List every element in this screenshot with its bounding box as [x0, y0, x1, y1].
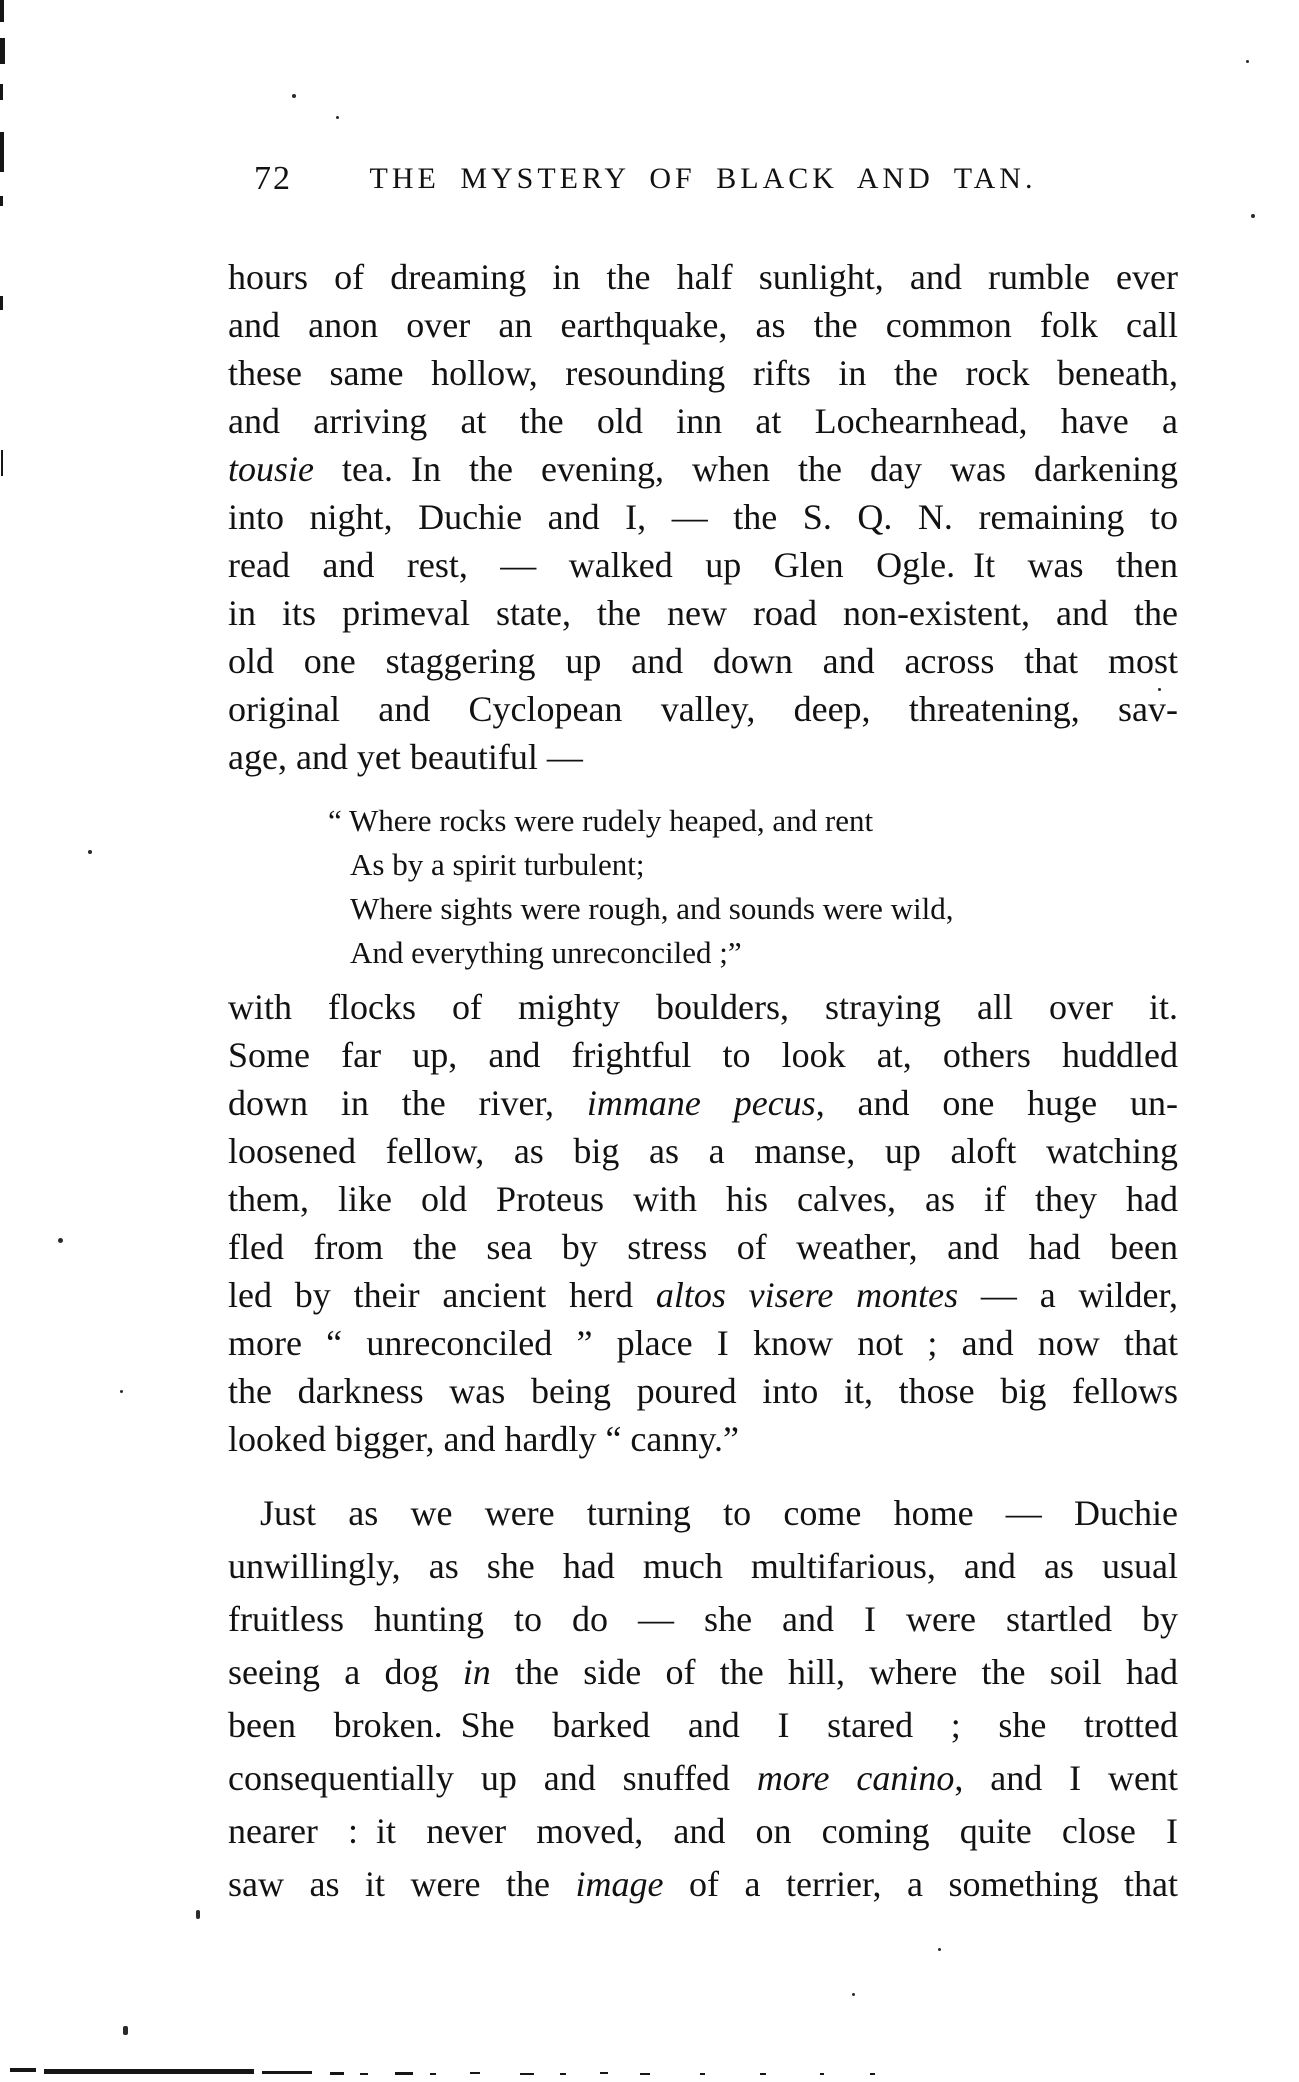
text-line: [350, 931, 1178, 975]
verse-quotation: [328, 799, 1178, 975]
text-segment: hours of dreaming in the half sunlight, and rumble ever: [228, 257, 1178, 297]
text-segment: , and one huge un-: [815, 1083, 1178, 1123]
text-segment: and arriving at the old inn at Lochearnhead, have a: [228, 401, 1178, 441]
italic-text: more canino: [756, 1758, 955, 1798]
text-segment: loosened fellow, as big as a manse, up aloft watching: [228, 1131, 1178, 1171]
text-segment: age, and yet beautiful —: [228, 737, 583, 777]
text-segment: the darkness was being poured into it, those big fellows: [228, 1371, 1178, 1411]
text-segment: more “ unreconciled ” place I know not ; and now that: [228, 1323, 1178, 1363]
text-segment: saw as it were the: [228, 1864, 576, 1904]
text-segment: tea. In the evening, when the day was darkening: [314, 449, 1178, 489]
paragraph-resumed: [228, 983, 1178, 1463]
text-segment: — a wilder,: [958, 1275, 1178, 1315]
text-line: [228, 349, 1178, 397]
text-line: [228, 1319, 1178, 1367]
page-header: [228, 158, 1178, 202]
italic-text: tousie: [228, 449, 314, 489]
text-segment: with flocks of mighty boulders, straying all over it.: [228, 987, 1178, 1027]
italic-text: image: [575, 1864, 664, 1904]
text-segment: original and Cyclopean valley, deep, threatening, sav-: [228, 689, 1178, 729]
text-line: [228, 589, 1178, 637]
italic-text: immane pecus: [586, 1083, 816, 1123]
text-line: [228, 1593, 1178, 1646]
text-segment: of a terrier, a something that: [663, 1864, 1179, 1904]
text-segment: read and rest, — walked up Glen Ogle. It was then: [228, 545, 1178, 585]
text-line: [228, 983, 1178, 1031]
text-segment: consequentially up and snuffed: [228, 1758, 757, 1798]
page-number: 72: [254, 160, 292, 197]
text-line: [228, 301, 1178, 349]
text-segment: As by a spirit turbulent;: [350, 847, 645, 882]
text-segment: down in the river,: [228, 1083, 587, 1123]
text-line: [228, 1127, 1178, 1175]
text-line: [228, 1805, 1178, 1858]
text-line: [350, 887, 1178, 931]
text-line: [228, 1540, 1178, 1593]
text-segment: and anon over an earthquake, as the common folk call: [228, 305, 1178, 345]
paragraph-just-as: [228, 1487, 1178, 1911]
text-segment: nearer : it never moved, and on coming quite close I: [228, 1811, 1178, 1851]
text-line: [228, 1646, 1178, 1699]
text-segment: into night, Duchie and I, — the S. Q. N. remaining to: [228, 497, 1178, 537]
text-segment: fruitless hunting to do — she and I were startled by: [228, 1599, 1178, 1639]
text-segment: led by their ancient herd: [228, 1275, 656, 1315]
text-segment: them, like old Proteus with his calves, as if they had: [228, 1179, 1178, 1219]
text-segment: been broken. She barked and I stared ; she trotted: [228, 1705, 1178, 1745]
text-segment: , and I went: [954, 1758, 1178, 1798]
text-segment: in its primeval state, the new road non-existent, and the: [228, 593, 1178, 633]
text-segment: Just as we were turning to come home — Duchie: [260, 1493, 1178, 1533]
text-line: [228, 493, 1178, 541]
text-segment: And everything unreconciled ;”: [350, 935, 742, 970]
text-segment: “ Where rocks were rudely heaped, and rent: [328, 803, 874, 838]
text-line: [328, 799, 1178, 843]
italic-text: in: [462, 1652, 491, 1692]
italic-text: altos visere montes: [655, 1275, 959, 1315]
running-title: THE MYSTERY OF BLACK AND TAN.: [369, 162, 1037, 195]
text-segment: unwillingly, as she had much multifarious, and as usual: [228, 1546, 1178, 1586]
text-line: [228, 397, 1178, 445]
text-segment: Some far up, and frightful to look at, others huddled: [228, 1035, 1178, 1075]
text-line: [228, 1415, 1178, 1463]
text-segment: seeing a dog: [228, 1652, 463, 1692]
text-line: [350, 843, 1178, 887]
text-line: [228, 1175, 1178, 1223]
text-line: [228, 1367, 1178, 1415]
text-line: [228, 1271, 1178, 1319]
text-line: [228, 541, 1178, 589]
text-segment: looked bigger, and hardly “ canny.”: [228, 1419, 740, 1459]
text-line: [228, 733, 1178, 781]
text-segment: old one staggering up and down and across that most: [228, 641, 1178, 681]
text-segment: Where sights were rough, and sounds were wild,: [350, 891, 954, 926]
text-line: [228, 1752, 1178, 1805]
text-segment: fled from the sea by stress of weather, and had been: [228, 1227, 1178, 1267]
text-line: [228, 253, 1178, 301]
text-segment: the side of the hill, where the soil had: [490, 1652, 1178, 1692]
text-line: [228, 1699, 1178, 1752]
text-line: [228, 1487, 1178, 1540]
text-segment: these same hollow, resounding rifts in the rock beneath,: [228, 353, 1178, 393]
paragraph-continuation: [228, 253, 1178, 781]
text-line: [228, 685, 1178, 733]
text-line: [228, 637, 1178, 685]
text-body: [228, 253, 1178, 1911]
text-line: [228, 1858, 1178, 1911]
text-line: [228, 1031, 1178, 1079]
text-line: [228, 1079, 1178, 1127]
text-line: [228, 1223, 1178, 1271]
text-line: [228, 445, 1178, 493]
